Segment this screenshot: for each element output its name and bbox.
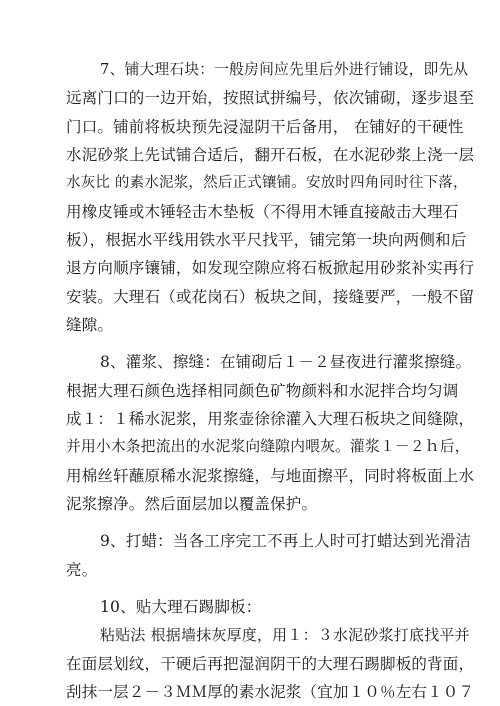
- paragraph-7-line-1: 7、铺大理石块：一般房间应先里后外进行铺设，即先从: [100, 61, 469, 78]
- paragraph-7-line-7: 板），根据水平线用铁水平尺找平，铺完第一块向两侧和后: [66, 231, 467, 250]
- paragraph-10-line-1: 粘贴法 根据墙抹灰厚度，用１：３水泥砂浆打底找平并: [100, 626, 470, 645]
- paragraph-8-line-2: 根据大理石颜色选择相同颜色矿物颜料和水泥拌合均匀调: [66, 381, 459, 400]
- paragraph-8-line-4: 并用小木条把流出的水泥浆向缝隙内喂灰。灌浆１－２ｈ后，: [66, 438, 470, 456]
- paragraph-10-line-3: 刮抹一层２－３ＭＭ厚的素水泥浆（宜加１０％左右１０７: [66, 683, 475, 701]
- paragraph-7-line-8: 退方向顺序镶铺，如发现空隙应将石板掀起用砂浆补实再行: [66, 259, 475, 278]
- paragraph-10-heading: 10、贴大理石踢脚板：: [100, 597, 262, 616]
- paragraph-7-line-10: 缝隙。: [66, 316, 114, 335]
- paragraph-8-line-5: 用棉丝轩蘸原稀水泥浆擦缝，与地面擦平，同时将板面上水: [66, 466, 475, 485]
- paragraph-7-line-9: 安装。大理石（或花岗石）板块之间，接缝要严，一般不留: [66, 287, 475, 306]
- paragraph-8-line-6: 泥浆擦净。然后面层加以覆盖保护。: [66, 495, 318, 514]
- paragraph-7-line-4: 水泥砂浆上先试铺合适后，翻开石板，在水泥砂浆上浇一层: [66, 146, 475, 165]
- paragraph-7-line-3: 门口。铺前将板块预先浸湿阴干后备用， 在铺好的干硬性: [66, 117, 464, 136]
- paragraph-8-line-1: 8、灌浆、擦缝：在铺砌后１－２昼夜进行灌浆擦缝。: [100, 353, 472, 372]
- paragraph-9-line-1: 9、打蜡：当各工序完工不再上人时可打蜡达到光滑洁: [100, 532, 472, 551]
- paragraph-7-line-2: 远离门口的一边开始，按照试拼编号，依次铺砌，逐步退至: [66, 89, 475, 108]
- paragraph-7-line-6: 用橡皮锤或木锤轻击木垫板（不得用木锤直接敲击大理石: [66, 202, 459, 221]
- paragraph-8-line-3: 成１：１稀水泥浆，用浆壶徐徐灌入大理石板块之间缝隙，: [66, 410, 475, 429]
- paragraph-10-line-2: 在面层划纹，干硬后再把湿润阴干的大理石踢脚板的背面，: [66, 654, 475, 673]
- paragraph-9-line-2: 亮。: [66, 560, 98, 579]
- paragraph-7-line-5: 水灰比 的素水泥浆，然后正式镶铺。安放时四角同时往下落，: [66, 175, 468, 192]
